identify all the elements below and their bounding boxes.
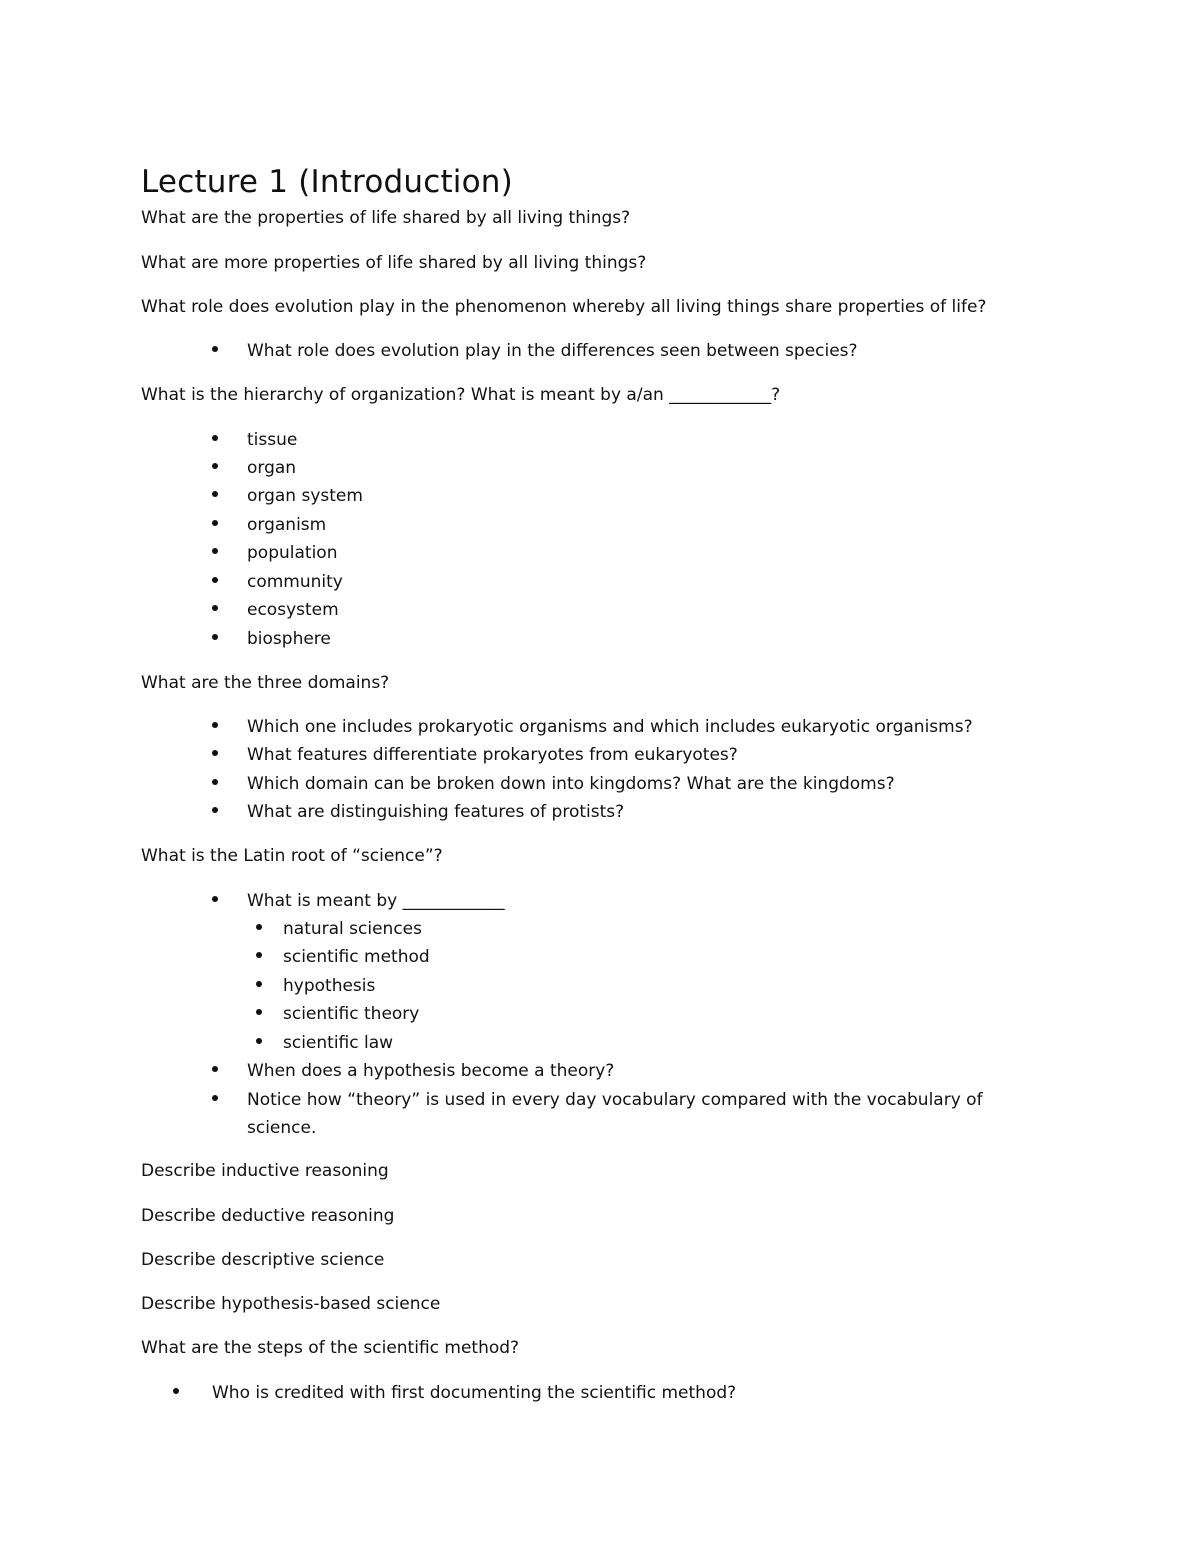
bullet-icon <box>256 924 262 930</box>
bullet-icon <box>212 1066 218 1072</box>
sublist-item-natural-sciences: natural sciences <box>283 919 422 939</box>
question-properties-of-life: What are the properties of life shared by all living things? <box>141 208 631 228</box>
list-item-protists: What are distinguishing features of protists? <box>247 802 625 822</box>
bullet-icon <box>212 346 218 352</box>
list-item-organ: organ <box>247 458 297 478</box>
page-title: Lecture 1 (Introduction) <box>141 164 513 200</box>
prompt-descriptive-science: Describe descriptive science <box>141 1250 385 1270</box>
bullet-icon <box>212 435 218 441</box>
question-evolution-role: What role does evolution play in the phenomenon whereby all living things share properties of life? <box>141 297 987 317</box>
bullet-icon <box>212 896 218 902</box>
bullet-icon <box>212 463 218 469</box>
list-item-tissue: tissue <box>247 430 298 450</box>
bullet-icon <box>212 605 218 611</box>
list-item-what-is-meant: What is meant by ____________ <box>247 891 505 911</box>
sublist-item-hypothesis: hypothesis <box>283 976 376 996</box>
sublist-item-scientific-method: scientific method <box>283 947 430 967</box>
bullet-icon <box>212 634 218 640</box>
list-item-organism: organism <box>247 515 327 535</box>
list-item-kingdoms: Which domain can be broken down into kingdoms? What are the kingdoms? <box>247 774 895 794</box>
sublist-item-scientific-theory: scientific theory <box>283 1004 420 1024</box>
list-item-organ-system: organ system <box>247 486 363 506</box>
bullet-icon <box>256 1038 262 1044</box>
list-item-prokaryotic-eukaryotic: Which one includes prokaryotic organisms and which includes eukaryotic organisms? <box>247 717 973 737</box>
bullet-icon <box>212 491 218 497</box>
bullet-icon <box>212 750 218 756</box>
list-item-hypothesis-to-theory: When does a hypothesis become a theory? <box>247 1061 615 1081</box>
bullet-icon <box>212 520 218 526</box>
bullet-icon <box>256 981 262 987</box>
question-scientific-method-steps: What are the steps of the scientific method? <box>141 1338 520 1358</box>
list-item-credited-documenting: Who is credited with first documenting the scientific method? <box>212 1383 737 1403</box>
list-item-population: population <box>247 543 338 563</box>
question-more-properties: What are more properties of life shared by all living things? <box>141 253 647 273</box>
question-three-domains: What are the three domains? <box>141 673 390 693</box>
prompt-hypothesis-based-science: Describe hypothesis-based science <box>141 1294 441 1314</box>
bullet-icon <box>173 1388 179 1394</box>
bullet-icon <box>256 1009 262 1015</box>
bullet-icon <box>212 722 218 728</box>
question-latin-root: What is the Latin root of “science”? <box>141 846 443 866</box>
bullet-icon <box>212 577 218 583</box>
bullet-icon <box>212 779 218 785</box>
question-hierarchy: What is the hierarchy of organization? What is meant by a/an ____________? <box>141 385 781 405</box>
list-item-biosphere: biosphere <box>247 629 331 649</box>
list-item-theory-vocabulary-continued: science. <box>247 1118 317 1138</box>
bullet-icon <box>212 807 218 813</box>
list-item-differentiating-features: What features differentiate prokaryotes from eukaryotes? <box>247 745 738 765</box>
list-item-evolution-differences: What role does evolution play in the differences seen between species? <box>247 341 858 361</box>
list-item-theory-vocabulary: Notice how “theory” is used in every day vocabulary compared with the vocabulary of <box>247 1090 983 1110</box>
bullet-icon <box>212 548 218 554</box>
list-item-community: community <box>247 572 343 592</box>
prompt-inductive-reasoning: Describe inductive reasoning <box>141 1161 389 1181</box>
bullet-icon <box>256 952 262 958</box>
list-item-ecosystem: ecosystem <box>247 600 339 620</box>
bullet-icon <box>212 1095 218 1101</box>
sublist-item-scientific-law: scientific law <box>283 1033 394 1053</box>
prompt-deductive-reasoning: Describe deductive reasoning <box>141 1206 395 1226</box>
